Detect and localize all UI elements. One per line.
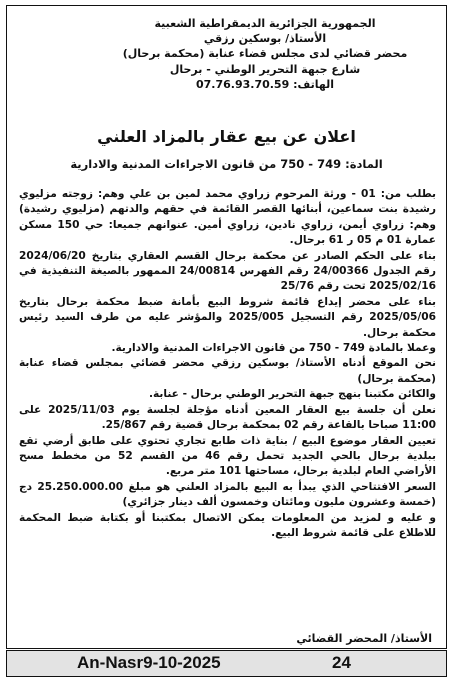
office-header [100,16,430,92]
bailiff-name: الأستاذ/ بوسكين رزقي [203,32,327,46]
republic-line: الجمهورية الجزائرية الديمقراطية الشعبية [154,17,376,30]
judgment-paragraph: بناء على الحكم الصادر عن محكمة برحال القسم العقاري بتاريخ 2024/06/20 رقم الجدول 24/00366 رقم الفهرس 24/00814 الممهور بالصيغة التنفيذية في 2025/02/16 تحت رقم 25/76 [19,249,436,293]
signature: الأستاذ/ المحضر القضائي [296,632,432,645]
notice-body [19,187,436,541]
hearing-paragraph: نعلن أن جلسة بيع العقار المعين أدناه مؤجلة لجلسة يوم 2025/11/03 على 11:00 صباحا بالقاعة رقم 02 بمحكمة برحال قضية رقم 25/867. [19,403,436,432]
bailiff-office: محضر قضائي لدى مجلس قضاء عنابة (محكمة برحال) [122,47,408,61]
office-address: شارع جبهة التحرير الوطني - برحال [169,62,361,76]
notice-title: اعلان عن بيع عقار بالمزاد العلني [97,127,356,146]
opening-price-paragraph: السعر الافتتاحي الذي يبدأ به البيع بالمزاد العلني هو مبلغ 25.250.000.00 دج (خمسة وعشرون مليون ومائتان وخمسون ألف دينار جزائري) [19,480,436,509]
undersigned-paragraph: نحن الموقع أدناه الأستاذ/ بوسكين رزقي محضر قضائي بمجلس قضاء عنابة (محكمة برحال) [19,357,436,385]
page-number: 24 [332,653,351,672]
newspaper-footer [6,650,447,677]
publication-date: An-Nasr9-10-2025 [77,653,221,672]
office-phone: الهاتف: 07.76.93.70.59 [195,77,335,91]
legal-basis-paragraph: وعملا بالمادة 749 - 750 من قانون الاجراءات المدنية والادارية. [111,342,436,355]
property-paragraph: تعيين العقار موضوع البيع / بناية ذات طابع تجاري تحتوي على طابق أرضي تقع ببلدية برحال بالحي الجديد تحمل رقم 46 من القسم 52 من مخطط مسح الأراضي العام لبلدية برحال، مساحتها 101 متر مربع. [19,434,436,478]
legal-article: المادة: 749 - 750 من قانون الاجراءات المدنية والادارية [70,157,383,171]
contact-paragraph: و عليه و لمزيد من المعلومات يمكن الاتصال بمكتبنا أو بكتابة ضبط المحكمة للاطلاع على قائمة شروط البيع. [19,511,436,539]
requesting-party-paragraph: بطلب من: 01 - ورثة المرحوم زراوي محمد لمين بن علي وهم: زوجته مزليوي رشيدة بنت سماعين، أبنائها القصر القائمة في حقهم والدتهم (مزليوي رشيدة) وهم: زراوي أيمن، زراوي نادين، زراوي أمين. عنوانهم جميعا: حي 150 مسكن عمارة 01 م 05 ر 61 برحال. [19,188,436,247]
notice-frame [6,5,447,649]
office-location-paragraph: والكائن مكتبنا بنهج جبهة التحرير الوطني برحال - عنابة. [148,388,436,401]
conditions-filing-paragraph: بناء على محضر إيداع قائمة شروط البيع بأمانة ضبط محكمة برحال بتاريخ 2025/05/06 رقم التسجيل 2025/005 والمؤشر عليه من طرف السيد رئيس محكمة برحال. [19,295,436,339]
